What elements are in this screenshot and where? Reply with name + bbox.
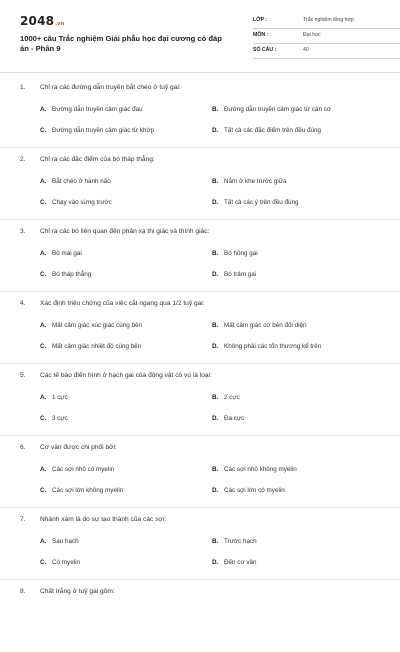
question-number: 4.: [20, 300, 26, 307]
question-text: [20, 156, 155, 163]
question-number: 7.: [20, 516, 26, 523]
option-text: Sau hạch: [52, 538, 79, 545]
option-text: Bó mái gai: [52, 250, 82, 257]
question-item: [20, 436, 380, 508]
option-letter: C.: [40, 199, 47, 206]
answer-option[interactable]: [40, 199, 112, 206]
question-item: [20, 580, 380, 652]
question-item: [20, 220, 380, 292]
meta-value: 40: [303, 47, 309, 53]
option-letter: A.: [40, 322, 47, 329]
answer-option[interactable]: [40, 322, 142, 329]
question-text: [20, 372, 212, 379]
option-text: Bó trám gai: [224, 271, 257, 278]
meta-value: Trắc nghiệm tổng hợp: [303, 17, 354, 23]
question-body: Chất trắng ở tuỷ gai gồm:: [40, 588, 115, 595]
option-text: 1 cực: [52, 394, 68, 401]
answer-option[interactable]: [40, 271, 91, 278]
question-body: Chỉ ra các bó liên quan đến phản xạ thị giác và thính giác:: [40, 228, 210, 235]
meta-value: Đại học: [303, 32, 321, 38]
question-text: [20, 84, 181, 91]
option-letter: D.: [212, 415, 219, 422]
option-letter: C.: [40, 559, 47, 566]
option-letter: D.: [212, 559, 219, 566]
option-text: Đường dẫn truyền cảm giác từ khớp: [52, 127, 155, 134]
option-letter: B.: [212, 538, 219, 545]
answer-option[interactable]: [212, 487, 285, 494]
answer-option[interactable]: [212, 322, 307, 329]
option-text: Các sợi lớn có myelin: [224, 487, 285, 494]
option-letter: A.: [40, 466, 47, 473]
meta-key: SỐ CÂU :: [253, 47, 277, 53]
question-number: 3.: [20, 228, 26, 235]
site-logo[interactable]: [20, 14, 65, 28]
option-text: Chạy vào sừng trước: [52, 199, 112, 206]
option-text: Tất cả các đặc điểm trên đều đúng: [224, 127, 321, 134]
question-item: [20, 148, 380, 220]
answer-option[interactable]: [40, 487, 123, 494]
question-number: 6.: [20, 444, 26, 451]
question-body: Chỉ ra các đặc điểm của bó tháp thẳng:: [40, 156, 155, 163]
answer-option[interactable]: [212, 559, 256, 566]
answer-option[interactable]: [40, 250, 82, 257]
answer-option[interactable]: [212, 199, 299, 206]
option-letter: A.: [40, 106, 47, 113]
header-divider: [0, 72, 400, 73]
meta-row-subject: [253, 29, 400, 44]
answer-option[interactable]: [40, 394, 68, 401]
question-number: 2.: [20, 156, 26, 163]
option-letter: C.: [40, 487, 47, 494]
answer-option[interactable]: [212, 415, 244, 422]
answer-option[interactable]: [212, 127, 321, 134]
option-letter: B.: [212, 178, 219, 185]
question-number: 5.: [20, 372, 26, 379]
option-text: Trước hạch: [224, 538, 257, 545]
answer-option[interactable]: [40, 466, 114, 473]
question-text: [20, 588, 115, 595]
meta-row-class: [253, 14, 400, 29]
question-item: [20, 364, 380, 436]
option-text: 2 cực: [224, 394, 240, 401]
question-body: Các tế bào điển hình ở hạch gai của động vật có vú là loại:: [40, 372, 212, 379]
option-letter: D.: [212, 199, 219, 206]
option-text: Các sợi nhỏ có myelin: [52, 466, 115, 473]
option-letter: B.: [212, 250, 219, 257]
option-letter: A.: [40, 250, 47, 257]
option-letter: C.: [40, 415, 47, 422]
answer-option[interactable]: [212, 178, 287, 185]
answer-option[interactable]: [40, 106, 143, 113]
question-item: [20, 76, 380, 148]
option-text: Các sợi lớn không myelin: [52, 487, 124, 494]
answer-option[interactable]: [212, 343, 321, 350]
answer-option[interactable]: [212, 106, 331, 113]
question-text: [20, 300, 205, 307]
answer-option[interactable]: [40, 343, 141, 350]
logo-sub: .vn: [55, 21, 65, 27]
answer-option[interactable]: [40, 127, 154, 134]
option-text: Mất cảm giác xúc giác cùng bên: [52, 322, 142, 329]
meta-key: MÔN :: [253, 32, 269, 38]
question-body: Chỉ ra các đường dẫn truyền bắt chéo ở tuỷ gai:: [40, 84, 181, 91]
option-text: Mất cảm giác cơ bên đối diện: [224, 322, 307, 329]
answer-option[interactable]: [212, 538, 257, 545]
option-letter: D.: [212, 343, 219, 350]
option-letter: D.: [212, 127, 219, 134]
meta-key: LỚP :: [253, 17, 268, 23]
answer-option[interactable]: [40, 538, 79, 545]
option-letter: C.: [40, 343, 47, 350]
option-text: Có myelin: [52, 559, 80, 566]
option-text: Tất cả các ý trên đều đúng: [224, 199, 299, 206]
answer-option[interactable]: [40, 415, 68, 422]
option-text: Không phải các tổn thương kể trên: [224, 343, 322, 350]
question-text: [20, 228, 209, 235]
option-letter: B.: [212, 106, 219, 113]
option-letter: A.: [40, 538, 47, 545]
option-letter: B.: [212, 466, 219, 473]
question-number: 1.: [20, 84, 26, 91]
answer-option[interactable]: [212, 394, 240, 401]
option-text: Đến cơ vân: [224, 559, 257, 566]
option-text: Bó hồng gai: [224, 250, 258, 257]
meta-table: [253, 14, 400, 59]
answer-option[interactable]: [212, 250, 258, 257]
option-letter: C.: [40, 271, 47, 278]
answer-option[interactable]: [40, 559, 80, 566]
option-letter: C.: [40, 127, 47, 134]
answer-option[interactable]: [212, 466, 297, 473]
option-text: Mất cảm giác nhiệt độ cùng bên: [52, 343, 142, 350]
question-list: [20, 76, 380, 652]
option-letter: B.: [212, 322, 219, 329]
option-text: Bắt chéo ở hành não: [52, 178, 111, 185]
question-body: Xác định triệu chứng của việc cắt ngang qua 1/2 tuỷ gai:: [40, 300, 205, 307]
option-text: Đường dẫn truyền cảm giác từ cân cơ: [224, 106, 331, 113]
option-letter: A.: [40, 394, 47, 401]
option-text: Bó tháp thẳng: [52, 271, 92, 278]
question-body: Cơ vân được chi phối bởi:: [40, 444, 117, 451]
option-letter: D.: [212, 271, 219, 278]
option-letter: D.: [212, 487, 219, 494]
option-text: Nằm ở khe trước giữa: [224, 178, 287, 185]
question-text: [20, 444, 117, 451]
page-header: [20, 14, 380, 62]
question-text: [20, 516, 166, 523]
option-text: 3 cực: [52, 415, 68, 422]
option-letter: B.: [212, 394, 219, 401]
answer-option[interactable]: [212, 271, 256, 278]
option-letter: A.: [40, 178, 47, 185]
question-item: [20, 292, 380, 364]
logo-main: 2048: [20, 14, 55, 28]
option-text: Đa cực: [224, 415, 245, 422]
option-text: Các sợi nhỏ không myelin: [224, 466, 297, 473]
question-item: [20, 508, 380, 580]
meta-row-count: [253, 44, 400, 59]
document-title: 1000+ câu Trắc nghiệm Giải phẫu học đại cương có đáp án - Phần 9: [20, 34, 222, 53]
question-body: Nhánh xám là do sự tạo thành của các sợi:: [40, 516, 167, 523]
question-number: 8.: [20, 588, 26, 595]
answer-option[interactable]: [40, 178, 111, 185]
option-text: Đường dẫn truyền cảm giác đau: [52, 106, 143, 113]
